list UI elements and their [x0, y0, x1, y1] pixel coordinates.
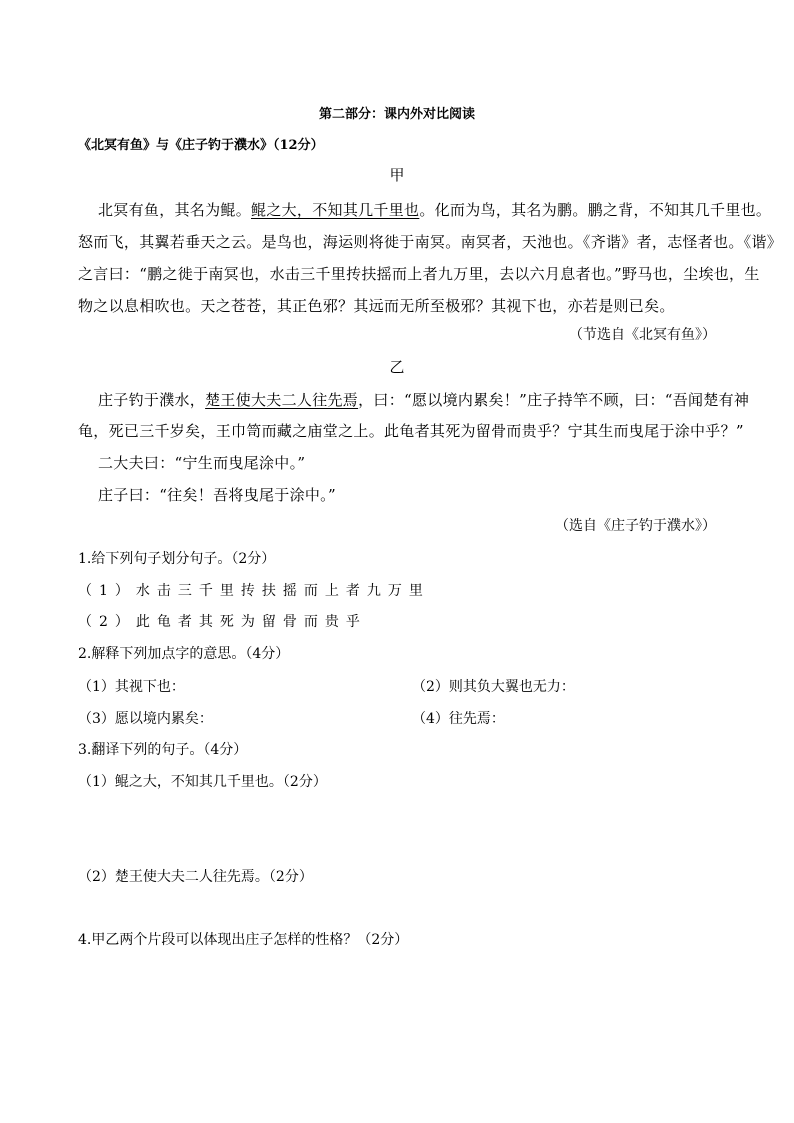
passage-yi-underlined-sentence: 楚王使大夫二人往先焉: [205, 391, 359, 409]
section-title: 第二部分：课内外对比阅读: [318, 107, 475, 122]
passage-jia-line-4: 物之以息相吹也。天之苍苍，其正色邪？其远而无所至极邪？其视下也，亦若是则已矣。: [78, 297, 675, 315]
question-2-item-4: （4）往先焉：: [412, 711, 505, 727]
question-2: 2.解释下列加点字的意思。（4分）: [78, 646, 290, 662]
passage-yi-line-1-end: ，曰：“愿以境内累矣！”庄子持竿不顾，曰：“吾闻楚有神: [358, 391, 750, 409]
passage-jia-underlined-sentence: 鲲之大，不知其几千里也: [251, 201, 420, 219]
passage-jia-line-1-end: 。化而为鸟，其名为鹏。鹏之背，不知其几千里也。: [419, 201, 772, 219]
passage-jia-line-1-start: 北冥有鱼，其名为鲲。: [98, 201, 252, 219]
question-2-item-1: （1）其视下也：: [78, 679, 185, 695]
question-3-item-1: （1）鲲之大，不知其几千里也。（2分）: [78, 774, 327, 790]
question-1: 1.给下列句子划分句子。（2分）: [78, 551, 276, 567]
passage-yi-line-3: 二大夫曰：“宁生而曳尾涂中。”: [98, 454, 306, 472]
question-1-item-1: （1）水击三千里抟扶摇而上者九万里: [78, 583, 430, 599]
passage-yi-line-4: 庄子曰：“往矣！吾将曳尾于涂中。”: [98, 486, 336, 504]
passage-jia-line-2: 怒而飞，其翼若垂天之云。是鸟也，海运则将徙于南冥。南冥者，天池也。《齐谐》者，志怪者也。《谐》: [78, 233, 783, 251]
passage-jia-label: 甲: [389, 166, 405, 184]
passage-yi-line-1: [98, 389, 749, 410]
question-2-item-2: （2）则其负大翼也无力：: [412, 679, 575, 695]
question-3-item-2: （2）楚王使大夫二人往先焉。（2分）: [78, 869, 313, 885]
passage-yi-source: （选自《庄子钓于濮水》）: [555, 518, 716, 534]
question-1-item-2: （2）此龟者其死为留骨而贵乎: [78, 614, 367, 630]
passage-jia-line-1: [98, 199, 771, 220]
passage-jia-source: （节选自《北冥有鱼》）: [569, 327, 716, 343]
question-4: 4.甲乙两个片段可以体现出庄子怎样的性格？（2分）: [78, 932, 409, 948]
passage-heading: 《北冥有鱼》与《庄子钓于濮水》（12分）: [78, 138, 324, 153]
passage-yi-label: 乙: [389, 358, 405, 376]
passage-yi-line-1-start: 庄子钓于濮水，: [98, 391, 206, 409]
question-3: 3.翻译下列的句子。（4分）: [78, 742, 248, 758]
question-2-item-3: （3）愿以境内累矣：: [78, 711, 213, 727]
passage-yi-line-2: 龟，死已三千岁矣，王巾笥而藏之庙堂之上。此龟者其死为留骨而贵乎？宁其生而曳尾于涂中乎？”: [78, 422, 744, 440]
passage-jia-line-3: 之言曰：“鹏之徙于南冥也，水击三千里抟扶摇而上者九万里，去以六月息者也。”野马也，尘埃也，生: [78, 265, 760, 283]
